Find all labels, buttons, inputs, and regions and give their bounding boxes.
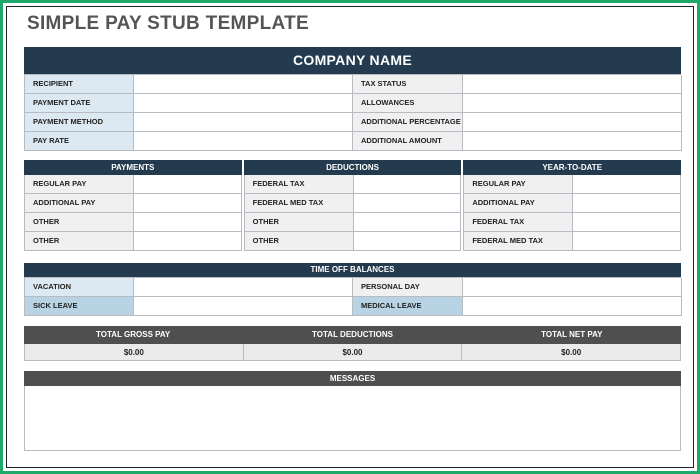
ytd-row-label: FEDERAL MED TAX (464, 232, 573, 251)
deductions-row-label: OTHER (245, 213, 354, 232)
federal-med-tax-field[interactable] (354, 194, 462, 213)
payment-date-field[interactable] (134, 94, 353, 113)
time-off-header: TIME OFF BALANCES (24, 263, 681, 277)
deductions-other-field[interactable] (354, 232, 462, 251)
pay-rate-field[interactable] (134, 132, 353, 151)
ytd-additional-pay-field[interactable] (573, 194, 681, 213)
payments-column (24, 160, 242, 251)
personal-day-label: PERSONAL DAY (353, 278, 463, 297)
company-section (24, 47, 681, 151)
payment-method-label: PAYMENT METHOD (25, 113, 134, 132)
messages-section (24, 371, 681, 451)
deductions-header: DEDUCTIONS (244, 160, 462, 175)
ytd-row-label: ADDITIONAL PAY (464, 194, 573, 213)
tax-status-label: TAX STATUS (353, 75, 463, 94)
total-net-pay-value[interactable]: $0.00 (462, 344, 681, 361)
medical-leave-field[interactable] (463, 297, 682, 316)
additional-pay-field[interactable] (134, 194, 242, 213)
company-info-grid (24, 74, 681, 151)
ytd-row-label: FEDERAL TAX (464, 213, 573, 232)
additional-percentage-field[interactable] (463, 113, 682, 132)
recipient-label: RECIPIENT (25, 75, 134, 94)
company-name-header: COMPANY NAME (24, 47, 681, 74)
additional-amount-field[interactable] (463, 132, 682, 151)
ytd-regular-pay-field[interactable] (573, 175, 681, 194)
payments-row-label: OTHER (25, 232, 134, 251)
totals-section (24, 326, 681, 361)
total-gross-pay-value[interactable]: $0.00 (25, 344, 244, 361)
allowances-field[interactable] (463, 94, 682, 113)
sick-leave-label: SICK LEAVE (25, 297, 134, 316)
deductions-row-label: FEDERAL TAX (245, 175, 354, 194)
additional-percentage-label: ADDITIONAL PERCENTAGE (353, 113, 463, 132)
total-net-pay-label: TOTAL NET PAY (463, 326, 681, 344)
vacation-label: VACATION (25, 278, 134, 297)
medical-leave-label: MEDICAL LEAVE (353, 297, 463, 316)
payments-row-label: REGULAR PAY (25, 175, 134, 194)
total-deductions-label: TOTAL DEDUCTIONS (243, 326, 461, 344)
deductions-column (244, 160, 462, 251)
additional-amount-label: ADDITIONAL AMOUNT (353, 132, 463, 151)
payments-header: PAYMENTS (24, 160, 242, 175)
ytd-federal-med-tax-field[interactable] (573, 232, 681, 251)
payments-row-label: OTHER (25, 213, 134, 232)
time-off-grid (24, 277, 681, 316)
ytd-column (463, 160, 681, 251)
deductions-other-field[interactable] (354, 213, 462, 232)
total-gross-pay-label: TOTAL GROSS PAY (24, 326, 242, 344)
allowances-label: ALLOWANCES (353, 94, 463, 113)
vacation-field[interactable] (134, 278, 353, 297)
deductions-row-label: FEDERAL MED TAX (245, 194, 354, 213)
tax-status-field[interactable] (463, 75, 682, 94)
federal-tax-field[interactable] (354, 175, 462, 194)
total-deductions-value[interactable]: $0.00 (244, 344, 463, 361)
personal-day-field[interactable] (463, 278, 682, 297)
ytd-federal-tax-field[interactable] (573, 213, 681, 232)
payments-other-field[interactable] (134, 213, 242, 232)
payments-row-label: ADDITIONAL PAY (25, 194, 134, 213)
page-title: SIMPLE PAY STUB TEMPLATE (27, 13, 310, 34)
messages-textarea[interactable] (24, 386, 681, 451)
deductions-row-label: OTHER (245, 232, 354, 251)
messages-header: MESSAGES (24, 371, 681, 386)
pay-rate-label: PAY RATE (25, 132, 134, 151)
payment-method-field[interactable] (134, 113, 353, 132)
totals-value-row (24, 344, 681, 361)
sick-leave-field[interactable] (134, 297, 353, 316)
pay-breakdown-section (24, 160, 681, 251)
payments-other-field[interactable] (134, 232, 242, 251)
regular-pay-field[interactable] (134, 175, 242, 194)
payment-date-label: PAYMENT DATE (25, 94, 134, 113)
totals-header-row (24, 326, 681, 344)
recipient-field[interactable] (134, 75, 353, 94)
ytd-header: YEAR-TO-DATE (463, 160, 681, 175)
ytd-row-label: REGULAR PAY (464, 175, 573, 194)
time-off-section (24, 263, 681, 316)
